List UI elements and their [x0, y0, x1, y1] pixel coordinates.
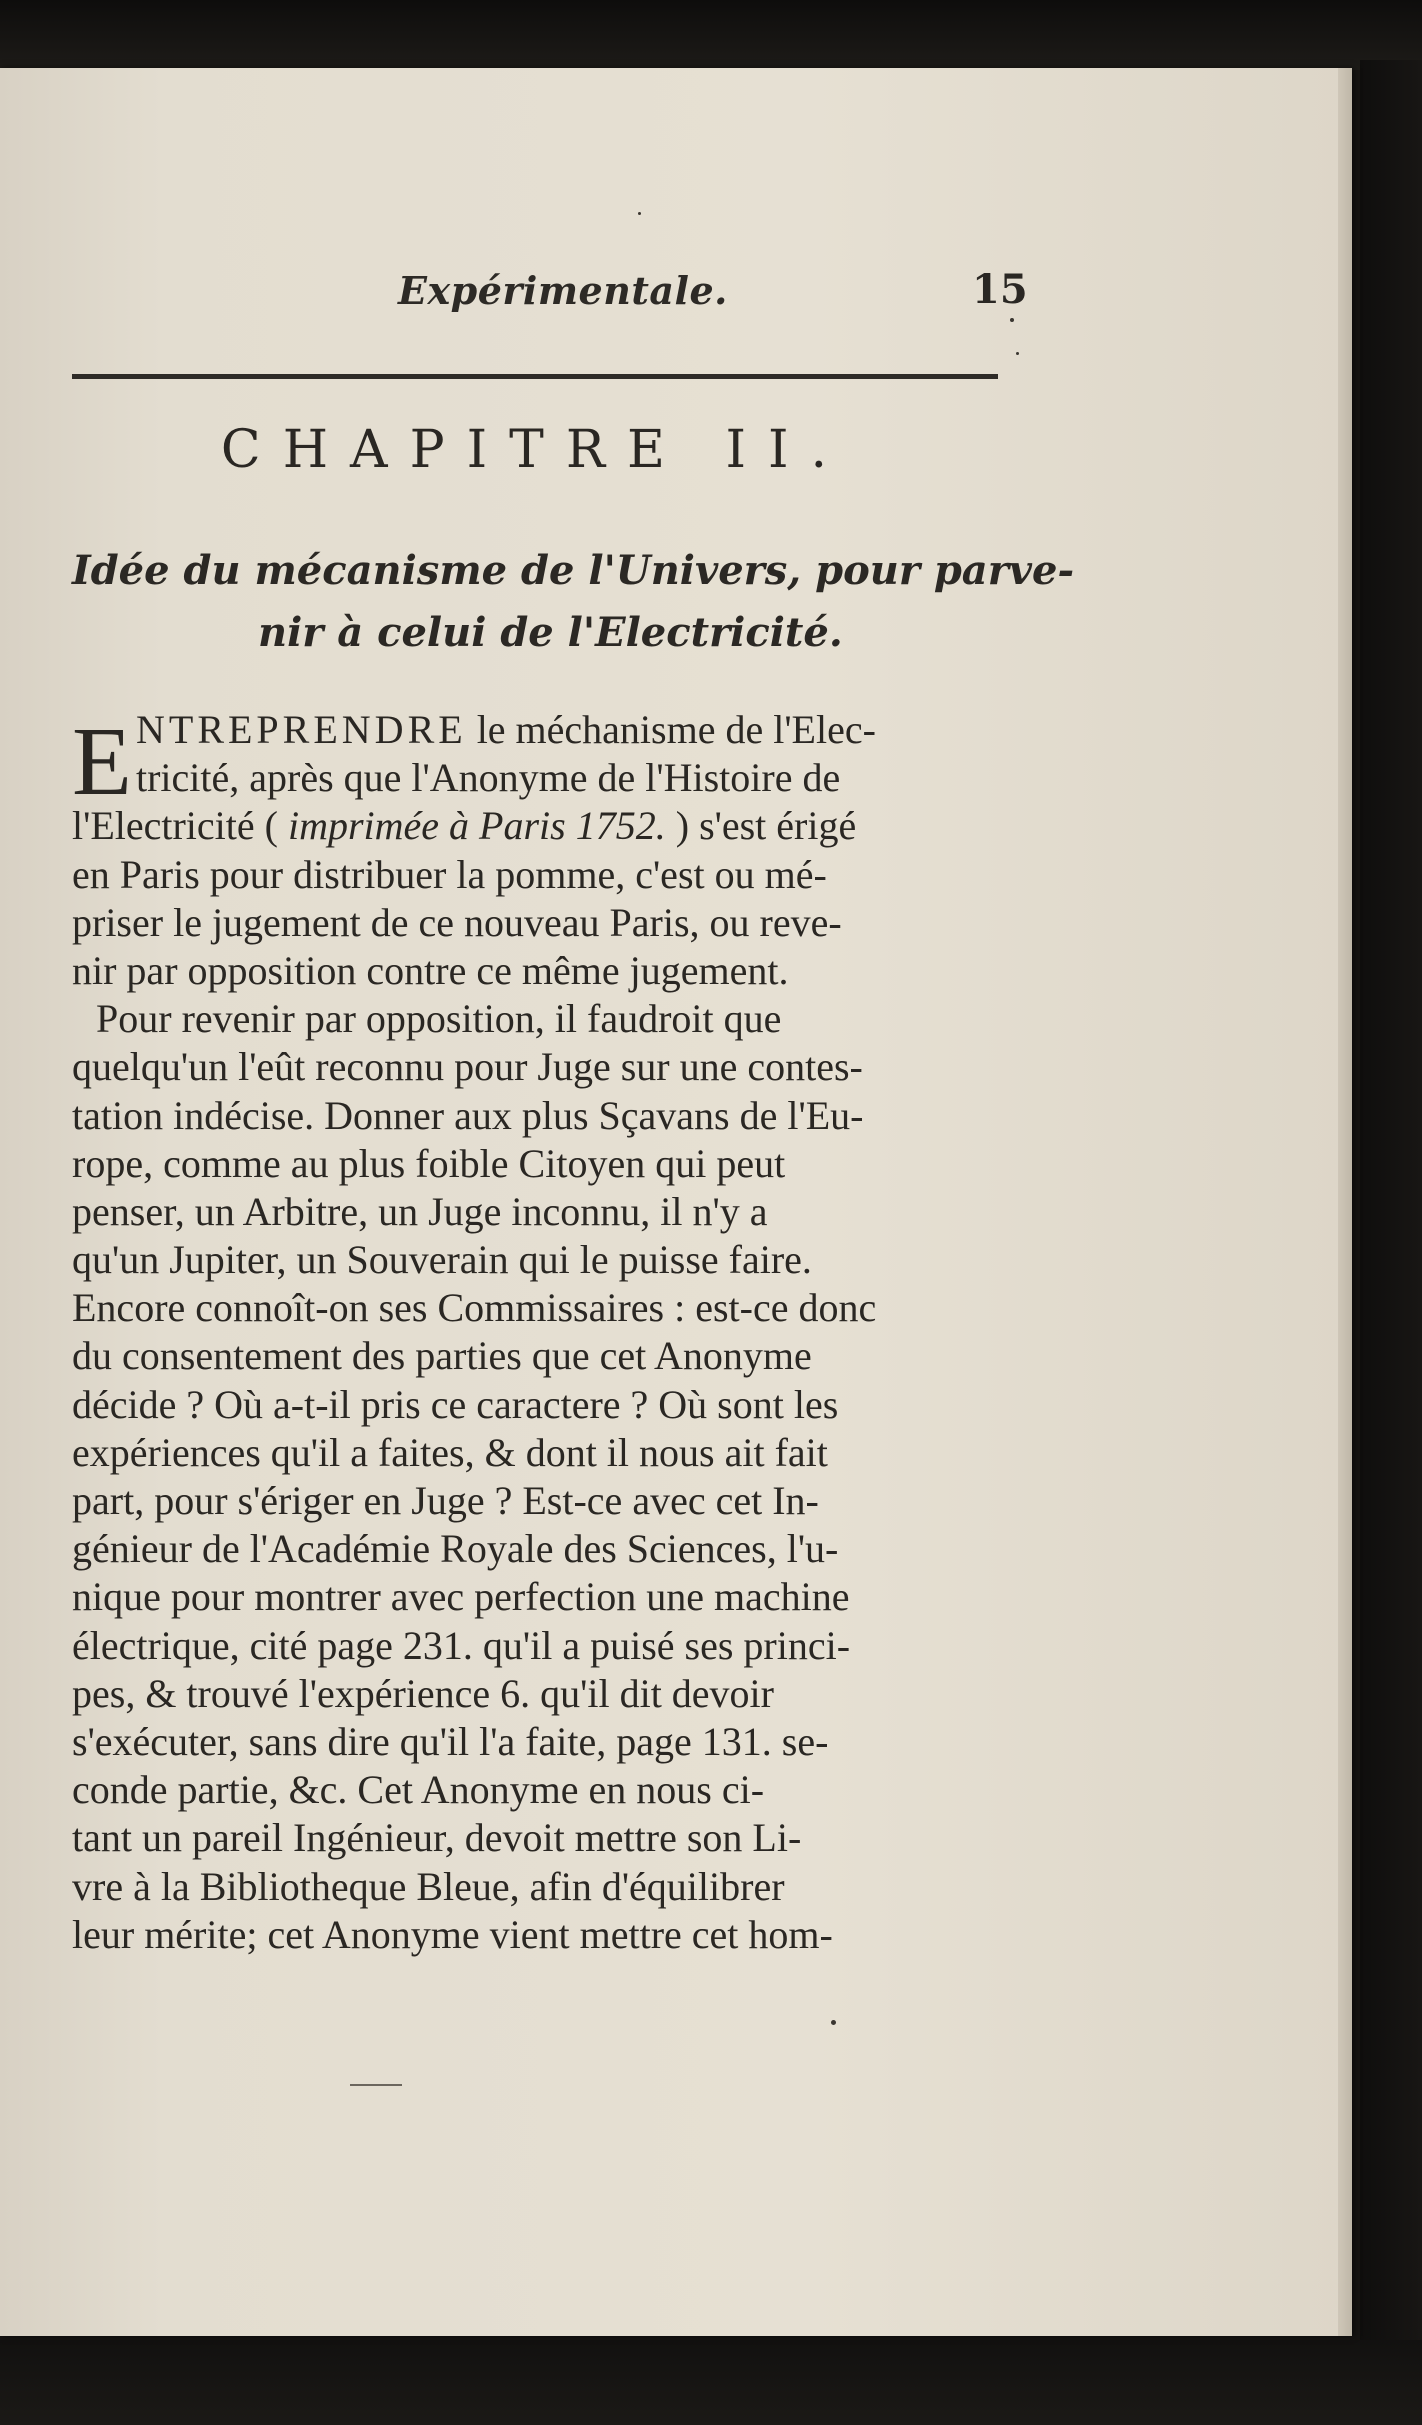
paragraph-2-line: qu'un Jupiter, un Souverain qui le puisse faire.: [72, 1237, 812, 1283]
paragraph-2-line: vre à la Bibliotheque Bleue, afin d'équilibrer: [72, 1863, 785, 1909]
paragraph-1-line-3: [72, 802, 1052, 850]
paragraph-2-line: nique pour montrer avec perfection une machine: [72, 1574, 850, 1620]
drop-cap-initial: E: [72, 708, 132, 816]
ink-speck: [638, 212, 641, 215]
scan-top-border: [0, 0, 1422, 70]
paragraph-2-line: tation indécise. Donner aux plus Sçavans de l'Eu-: [72, 1092, 864, 1138]
paragraph-1-line-5: priser le jugement de ce nouveau Paris, ou reve-: [72, 899, 842, 945]
scan-right-border: [1360, 60, 1422, 2360]
paragraph-1-line-1: [72, 706, 1052, 754]
line-text: le méchanisme de l'Elec-: [466, 707, 876, 752]
paragraph-2-line: génieur de l'Académie Royale des Sciences, l'u-: [72, 1526, 839, 1572]
subtitle-line-2: nir à celui de l'Electricité.: [258, 609, 843, 656]
line-text: l'Electricité (: [72, 803, 288, 849]
paragraph-2-line: part, pour s'ériger en Juge ? Est-ce avec cet In-: [72, 1478, 819, 1523]
page-edge: [1338, 68, 1352, 2336]
paragraph-1-line-4: en Paris pour distribuer la pomme, c'est ou mé-: [72, 851, 827, 897]
paragraph-2-line: s'exécuter, sans dire qu'il l'a faite, page 131. se-: [72, 1718, 829, 1764]
subtitle-line-1: Idée du mécanisme de l'Univers, pour parve-: [72, 547, 1075, 594]
running-head: Expérimentale.: [398, 268, 728, 313]
paragraph-1-line-2: tricité, après que l'Anonyme de l'Histoire de: [136, 755, 841, 801]
ink-speck: [1010, 318, 1014, 322]
paragraph-2-line: expériences qu'il a faites, & dont il nous ait fait: [72, 1429, 828, 1475]
paragraph-2-line: tant un pareil Ingénieur, devoit mettre son Li-: [72, 1815, 802, 1861]
chapter-title: CHAPITRE II.: [220, 420, 850, 480]
scan-bottom-border: [0, 2340, 1422, 2425]
paragraph-2-line: quelqu'un l'eût reconnu pour Juge sur une contes-: [72, 1044, 863, 1090]
ink-speck: [831, 2020, 836, 2025]
body-text: [72, 706, 1052, 1959]
citation-italic: imprimée à Paris 1752.: [287, 803, 666, 849]
paragraph-2-line: Encore connoît-on ses Commissaires : est-ce donc: [72, 1285, 877, 1331]
opening-smallcaps: NTREPRENDRE: [136, 707, 467, 752]
faint-mark: [350, 2084, 402, 2086]
page-number: 15: [972, 266, 1028, 313]
paragraph-2-line: pes, & trouvé l'expérience 6. qu'il dit devoir: [72, 1670, 774, 1716]
paragraph-2-line: conde partie, &c. Cet Anonyme en nous ci-: [72, 1767, 765, 1813]
paragraph-2-line: électrique, cité page 231. qu'il a puisé ses princi-: [72, 1622, 851, 1668]
paragraph-2-line: décide ? Où a-t-il pris ce caractere ? Où sont les: [72, 1381, 839, 1427]
chapter-subtitle: [72, 540, 1075, 664]
header-rule: [72, 374, 998, 379]
paragraph-2-line: leur mérite; cet Anonyme vient mettre cet hom-: [72, 1911, 833, 1957]
paragraph-1-line-6: nir par opposition contre ce même jugement.: [72, 947, 789, 993]
paragraph-2-line: du consentement des parties que cet Anonyme: [72, 1333, 812, 1379]
line-text: ) s'est érigé: [665, 803, 857, 849]
paragraph-2-line: Pour revenir par opposition, il faudroit que: [96, 996, 782, 1042]
ink-speck: [1016, 352, 1019, 355]
paragraph-2-line: rope, comme au plus foible Citoyen qui peut: [72, 1140, 786, 1186]
paragraph-2-line: penser, un Arbitre, un Juge inconnu, il n'y a: [72, 1188, 768, 1234]
